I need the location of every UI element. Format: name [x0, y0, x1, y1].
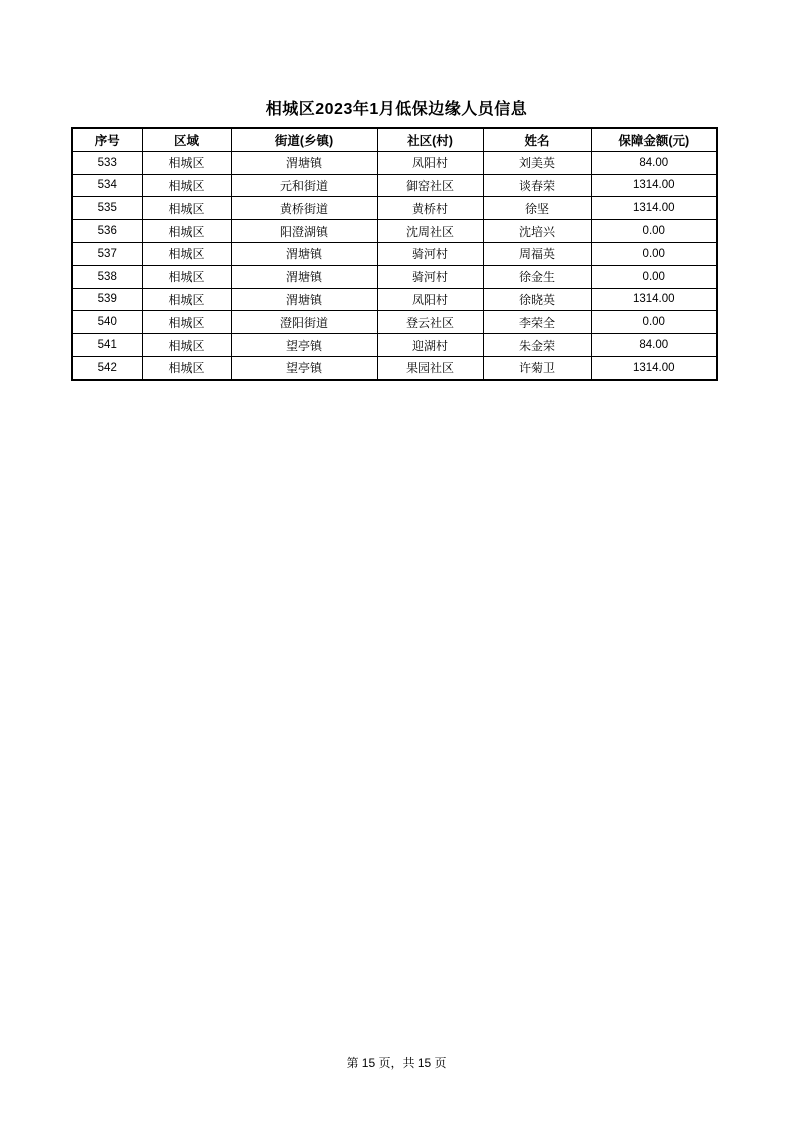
table-row	[72, 151, 717, 174]
table-row	[72, 334, 717, 357]
table-cell: 538	[72, 265, 142, 288]
table-body	[72, 151, 717, 379]
table-cell: 徐金生	[483, 265, 591, 288]
table-cell: 澄阳街道	[231, 311, 377, 334]
table-cell: 1314.00	[591, 174, 717, 197]
table-header-row	[72, 128, 717, 151]
table-cell: 阳澄湖镇	[231, 220, 377, 243]
table-cell: 相城区	[142, 242, 231, 265]
table-cell: 骑河村	[377, 242, 483, 265]
table-row	[72, 356, 717, 379]
table-cell: 骑河村	[377, 265, 483, 288]
table-cell: 李荣全	[483, 311, 591, 334]
table-row	[72, 288, 717, 311]
column-header: 保障金额(元)	[591, 128, 717, 151]
table-cell: 徐晓英	[483, 288, 591, 311]
table-cell: 533	[72, 151, 142, 174]
table-row	[72, 265, 717, 288]
table-cell: 0.00	[591, 311, 717, 334]
table-cell: 0.00	[591, 242, 717, 265]
table-cell: 541	[72, 334, 142, 357]
table-cell: 1314.00	[591, 288, 717, 311]
table-cell: 542	[72, 356, 142, 379]
page-footer: 第 15 页，共 15 页	[346, 1056, 447, 1070]
table-cell: 536	[72, 220, 142, 243]
table-cell: 许菊卫	[483, 356, 591, 379]
table-cell: 谈春荣	[483, 174, 591, 197]
table-cell: 相城区	[142, 151, 231, 174]
table-cell: 537	[72, 242, 142, 265]
column-header: 街道(乡镇)	[231, 128, 377, 151]
table-cell: 1314.00	[591, 356, 717, 379]
table-cell: 望亭镇	[231, 356, 377, 379]
table-cell: 黄桥街道	[231, 197, 377, 220]
table-cell: 渭塘镇	[231, 151, 377, 174]
table-cell: 相城区	[142, 334, 231, 357]
table-cell: 周福英	[483, 242, 591, 265]
table-cell: 元和街道	[231, 174, 377, 197]
table-cell: 沈培兴	[483, 220, 591, 243]
table-cell: 539	[72, 288, 142, 311]
table-cell: 沈周社区	[377, 220, 483, 243]
table-header	[72, 128, 717, 151]
table-cell: 相城区	[142, 356, 231, 379]
table-cell: 御窑社区	[377, 174, 483, 197]
table-cell: 望亭镇	[231, 334, 377, 357]
table-cell: 84.00	[591, 151, 717, 174]
table-row	[72, 220, 717, 243]
column-header: 姓名	[483, 128, 591, 151]
table-cell: 相城区	[142, 265, 231, 288]
table-cell: 渭塘镇	[231, 265, 377, 288]
table-cell: 黄桥村	[377, 197, 483, 220]
table-cell: 朱金荣	[483, 334, 591, 357]
table-row	[72, 242, 717, 265]
table-cell: 相城区	[142, 174, 231, 197]
table-cell: 果园社区	[377, 356, 483, 379]
table-cell: 0.00	[591, 220, 717, 243]
table-cell: 渭塘镇	[231, 242, 377, 265]
table-cell: 相城区	[142, 311, 231, 334]
column-header: 区域	[142, 128, 231, 151]
table-cell: 相城区	[142, 197, 231, 220]
table-cell: 凤阳村	[377, 151, 483, 174]
column-header: 序号	[72, 128, 142, 151]
table-cell: 535	[72, 197, 142, 220]
table-cell: 迎湖村	[377, 334, 483, 357]
table-cell: 84.00	[591, 334, 717, 357]
table-row	[72, 197, 717, 220]
table-cell: 刘美英	[483, 151, 591, 174]
table-cell: 1314.00	[591, 197, 717, 220]
table-cell: 渭塘镇	[231, 288, 377, 311]
table-row	[72, 174, 717, 197]
benefit-table	[71, 127, 718, 381]
table-cell: 534	[72, 174, 142, 197]
table-cell: 凤阳村	[377, 288, 483, 311]
table-cell: 相城区	[142, 220, 231, 243]
table-cell: 登云社区	[377, 311, 483, 334]
table-cell: 徐坚	[483, 197, 591, 220]
column-header: 社区(村)	[377, 128, 483, 151]
table-cell: 540	[72, 311, 142, 334]
page-title: 相城区2023年1月低保边缘人员信息	[265, 101, 528, 118]
table-cell: 相城区	[142, 288, 231, 311]
table-row	[72, 311, 717, 334]
table-cell: 0.00	[591, 265, 717, 288]
